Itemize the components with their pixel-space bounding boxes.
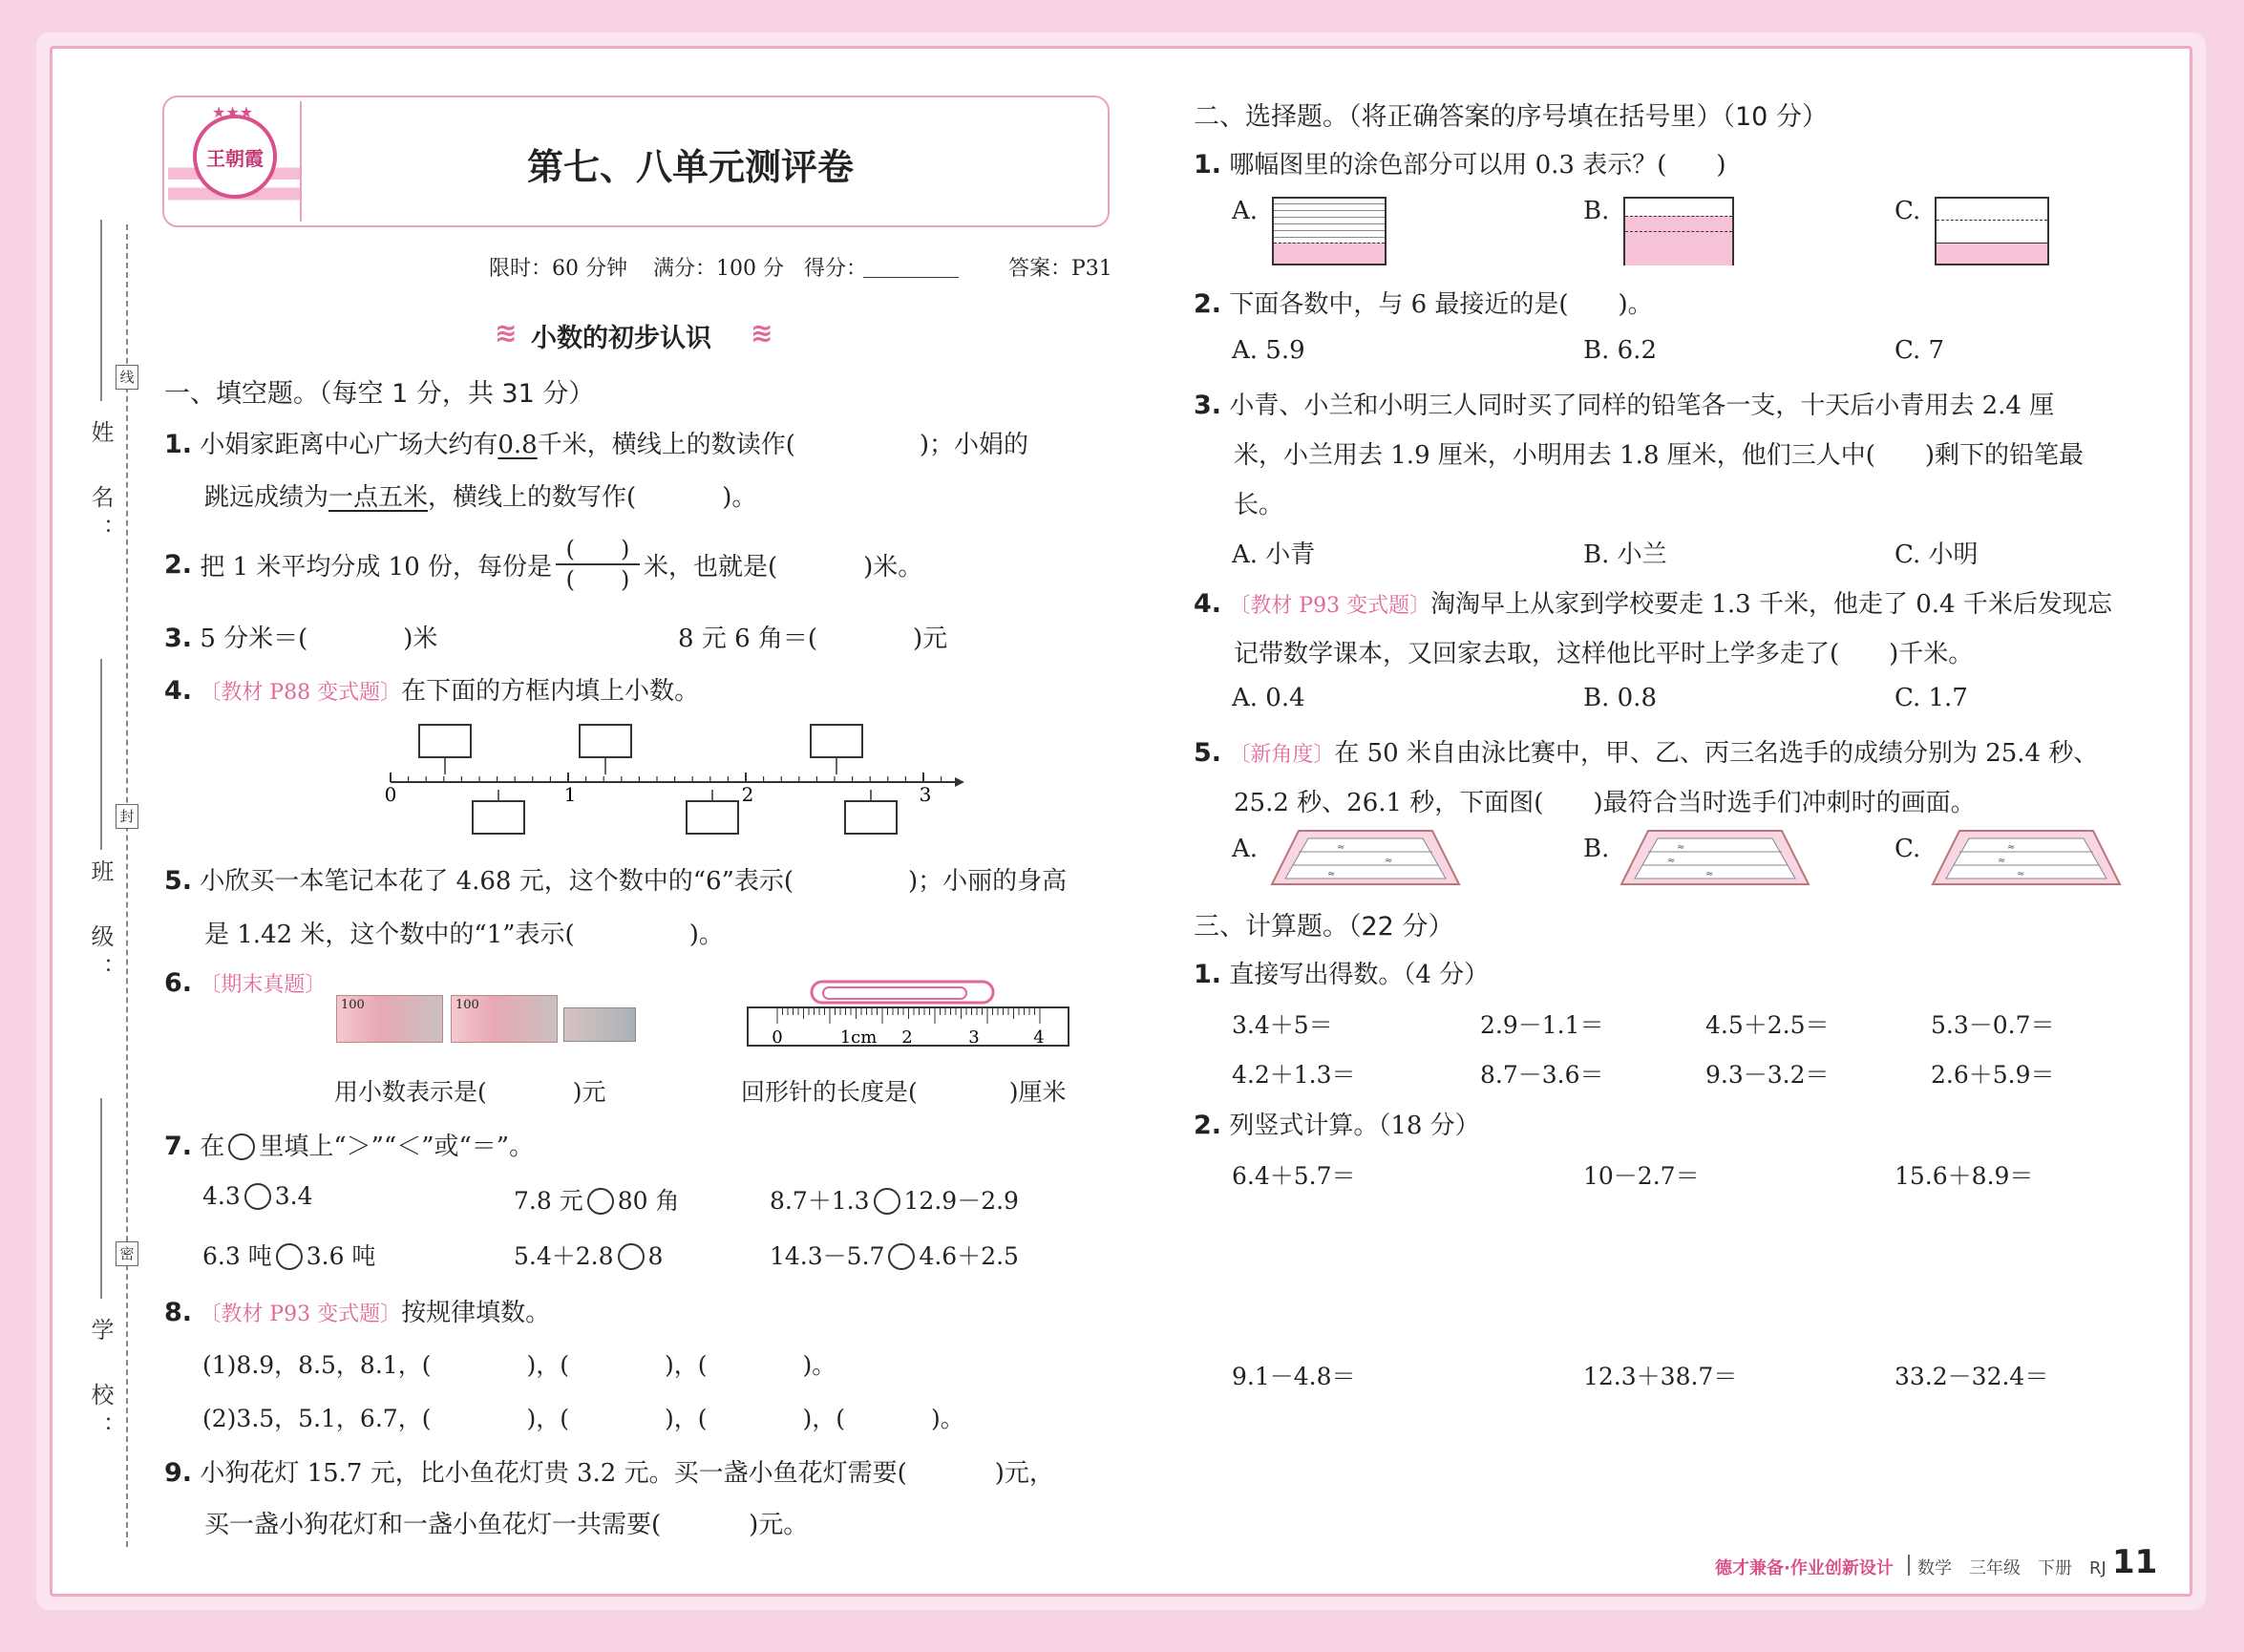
swimming-pool-a bbox=[1270, 827, 1461, 888]
svg-text:≈: ≈ bbox=[1998, 856, 2006, 866]
s2-q4-line1: 4. 〔教材 P93 变式题〕淘淘早上从家到学校要走 1.3 千米，他走了 0.4 千米后发现忘 bbox=[1194, 589, 2112, 619]
vertical-calc-item: 33.2－32.4＝ bbox=[1895, 1363, 2049, 1390]
option-label[interactable]: C. bbox=[1895, 197, 1921, 225]
s1-q3-a: 3. 5 分米＝( )米 bbox=[164, 624, 438, 653]
binding-mark-seal: 封 bbox=[116, 804, 138, 829]
s3-q2: 2. 列竖式计算。（18 分） bbox=[1194, 1111, 1480, 1140]
svg-text:≈: ≈ bbox=[1705, 869, 1714, 879]
logo-badge bbox=[168, 101, 302, 222]
compare-item: 14.3－5.7 4.6＋2.5 bbox=[770, 1242, 1019, 1270]
banknote-100: 100 bbox=[451, 995, 558, 1043]
vertical-calc-item: 10－2.7＝ bbox=[1583, 1162, 1700, 1190]
compare-item: 5.4＋2.8 8 bbox=[514, 1242, 664, 1270]
answer-ref: 答案：P31 bbox=[1008, 257, 1112, 281]
option[interactable]: A. 小青 bbox=[1232, 540, 1316, 569]
compare-item: 4.3 3.4 bbox=[202, 1182, 313, 1210]
calc-item: 2.6＋5.9＝ bbox=[1931, 1061, 2055, 1089]
option[interactable]: C. 1.7 bbox=[1895, 684, 1968, 712]
binding-dashed-line bbox=[126, 224, 128, 1547]
decimal-grid-a bbox=[1272, 197, 1387, 265]
binding-class-line bbox=[100, 659, 102, 850]
option[interactable]: A. 0.4 bbox=[1232, 684, 1305, 712]
s2-q3-line1: 3. 小青、小兰和小明三人同时买了同样的铅笔各一支，十天后小青用去 2.4 厘 bbox=[1194, 391, 2055, 420]
number-line-boxes bbox=[419, 725, 897, 834]
wave-icon: ≋ bbox=[495, 317, 518, 349]
banknote-100: 100 bbox=[336, 995, 443, 1043]
title-banner bbox=[162, 95, 1110, 227]
footer-divider bbox=[1908, 1555, 1910, 1576]
svg-text:≈: ≈ bbox=[2017, 869, 2025, 879]
option-label[interactable]: A. bbox=[1232, 197, 1259, 225]
section2-title: 二、选择题。（将正确答案的序号填在括号里）（10 分） bbox=[1194, 102, 1828, 132]
s1-q6-b: 回形针的长度是( )厘米 bbox=[741, 1078, 1067, 1106]
s2-q4-line2: 记带数学课本，又回家去取，这样他比平时上学多走了( )千米。 bbox=[1234, 640, 1974, 668]
s1-q1-line2: 跳远成绩为一点五米，横线上的数写作( )。 bbox=[204, 483, 757, 512]
crown-icon: ★★★ bbox=[212, 103, 254, 121]
ruler-label: 3 bbox=[968, 1027, 980, 1048]
decimal-grid-c bbox=[1935, 197, 2049, 265]
calc-item: 9.3－3.2＝ bbox=[1705, 1061, 1830, 1089]
ruler bbox=[747, 974, 1071, 1050]
compare-item: 7.8 元 80 角 bbox=[514, 1187, 680, 1215]
tick-label: 3 bbox=[919, 783, 932, 806]
s1-q9-line1: 9. 小狗花灯 15.7 元，比小鱼花灯贵 3.2 元。买一盏小鱼花灯需要( )元， bbox=[164, 1458, 1054, 1488]
s1-q3-b: 8 元 6 角＝( )元 bbox=[678, 625, 948, 653]
compare-circle[interactable] bbox=[888, 1243, 915, 1270]
option[interactable]: B. 小兰 bbox=[1583, 540, 1667, 569]
ruler-label: 0 bbox=[772, 1027, 783, 1048]
tick-label: 0 bbox=[384, 783, 397, 806]
page-number: 11 bbox=[2112, 1543, 2158, 1581]
decimal-grid-b bbox=[1623, 197, 1734, 265]
ruler-label: 2 bbox=[901, 1027, 913, 1048]
footer-subject: 数学 三年级 下册 RJ bbox=[1917, 1558, 2106, 1578]
svg-text:≈: ≈ bbox=[2007, 842, 2016, 853]
option-label[interactable]: A. bbox=[1232, 835, 1259, 863]
binding-mark-line: 线 bbox=[116, 365, 138, 390]
calc-item: 4.5＋2.5＝ bbox=[1705, 1011, 1830, 1039]
vertical-calc-item: 6.4＋5.7＝ bbox=[1232, 1162, 1356, 1190]
unit-title: 小数的初步认识 bbox=[531, 324, 711, 353]
s1-q1-line1: 1. 小娟家距离中心广场大约有0.8千米，横线上的数读作( )；小娟的 bbox=[164, 430, 1028, 459]
s1-q7: 7. 在 里填上“＞”“＜”或“＝”。 bbox=[164, 1132, 535, 1161]
full-score: 满分：100 分 bbox=[653, 257, 784, 281]
ruler-label: 4 bbox=[1033, 1027, 1045, 1048]
s2-q1: 1. 哪幅图里的涂色部分可以用 0.3 表示？( ) bbox=[1194, 150, 1726, 180]
compare-item: 8.7＋1.3 12.9－2.9 bbox=[770, 1187, 1019, 1215]
s2-q3-line2: 米，小兰用去 1.9 厘米，小明用去 1.8 厘米，他们三人中( )剩下的铅笔最 bbox=[1234, 441, 2085, 470]
svg-text:≈: ≈ bbox=[1337, 842, 1345, 853]
compare-circle-icon bbox=[228, 1133, 255, 1160]
section3-title: 三、计算题。（22 分） bbox=[1194, 912, 1454, 942]
option[interactable]: B. 6.2 bbox=[1583, 336, 1657, 365]
compare-circle[interactable] bbox=[587, 1188, 614, 1215]
s1-q6: 6. 〔期末真题〕 bbox=[164, 968, 327, 998]
svg-text:≈: ≈ bbox=[1327, 869, 1336, 879]
ruler-label: 1cm bbox=[839, 1027, 878, 1048]
binding-school-line bbox=[100, 1098, 102, 1299]
compare-item: 6.3 吨 3.6 吨 bbox=[202, 1242, 376, 1270]
s1-q8: 8. 〔教材 P93 变式题〕按规律填数。 bbox=[164, 1298, 551, 1327]
calc-item: 5.3－0.7＝ bbox=[1931, 1011, 2055, 1039]
vertical-calc-item: 9.1－4.8＝ bbox=[1232, 1363, 1356, 1390]
s2-q3-line3: 长。 bbox=[1234, 491, 1284, 519]
option-label[interactable]: C. bbox=[1895, 835, 1921, 863]
s1-q4: 4. 〔教材 P88 变式题〕在下面的方框内填上小数。 bbox=[164, 676, 700, 706]
s2-q2: 2. 下面各数中，与 6 最接近的是( )。 bbox=[1194, 289, 1653, 319]
s1-q5-line1: 5. 小欣买一本笔记本花了 4.68 元，这个数中的“6”表示( )；小丽的身高 bbox=[164, 866, 1068, 896]
compare-circle[interactable] bbox=[874, 1188, 900, 1215]
wave-icon: ≋ bbox=[751, 317, 773, 349]
compare-circle[interactable] bbox=[276, 1243, 303, 1270]
section1-title: 一、填空题。（每空 1 分，共 31 分） bbox=[164, 379, 595, 409]
s1-q2: 2. 把 1 米平均分成 10 份，每份是 $\frac{( )}{( )}$ 米，也就是( )米。 bbox=[164, 536, 923, 593]
footer-brand: 德才兼备·作业创新设计 bbox=[1715, 1558, 1894, 1578]
calc-item: 3.4＋5＝ bbox=[1232, 1011, 1333, 1039]
page-title: 第七、八单元测评卷 bbox=[527, 146, 855, 188]
binding-name-line bbox=[100, 220, 102, 401]
tick-label: 2 bbox=[741, 783, 754, 806]
s2-q5-line1: 5. 〔新角度〕在 50 米自由泳比赛中，甲、乙、丙三名选手的成绩分别为 25.4 秒、 bbox=[1194, 738, 2099, 768]
s1-q6-a: 用小数表示是( )元 bbox=[334, 1078, 606, 1106]
compare-circle[interactable] bbox=[244, 1183, 271, 1210]
s1-q8-line2: (2)3.5，5.1，6.7，( )，( )，( )，( )。 bbox=[202, 1405, 964, 1432]
calc-item: 2.9－1.1＝ bbox=[1480, 1011, 1604, 1039]
option[interactable]: C. 小明 bbox=[1895, 540, 1979, 569]
option[interactable]: C. 7 bbox=[1895, 336, 1945, 365]
option-label[interactable]: B. bbox=[1583, 835, 1610, 863]
s1-q5-line2: 是 1.42 米，这个数中的“1”表示( )。 bbox=[204, 921, 724, 949]
logo-text: 王朝霞 bbox=[206, 146, 264, 170]
s3-q1: 1. 直接写出得数。（4 分） bbox=[1194, 960, 1490, 989]
time-limit: 限时：60 分钟 bbox=[489, 257, 627, 281]
option[interactable]: A. 5.9 bbox=[1232, 336, 1305, 365]
svg-text:≈: ≈ bbox=[1677, 842, 1685, 853]
svg-text:≈: ≈ bbox=[1667, 856, 1676, 866]
fraction-blank[interactable]: $\frac{( )}{( )}$ bbox=[556, 535, 640, 594]
binding-mark-seal2: 密 bbox=[116, 1241, 138, 1266]
score-label: 得分： bbox=[804, 257, 868, 281]
s2-q5-line2: 25.2 秒、26.1 秒，下面图( )最符合当时选手们冲刺时的画面。 bbox=[1234, 789, 1976, 817]
calc-item: 4.2＋1.3＝ bbox=[1232, 1061, 1356, 1089]
number-line bbox=[377, 721, 969, 845]
calc-item: 8.7－3.6＝ bbox=[1480, 1061, 1604, 1089]
s1-q8-line1: (1)8.9，8.5，8.1，( )，( )，( )。 bbox=[202, 1351, 836, 1379]
vertical-calc-item: 15.6＋8.9＝ bbox=[1895, 1162, 2034, 1190]
binding-school-label: 学 校： bbox=[87, 1318, 114, 1448]
svg-text:≈: ≈ bbox=[1385, 856, 1393, 866]
binding-name-label: 姓 名： bbox=[87, 420, 114, 550]
swimming-pool-b bbox=[1619, 827, 1810, 888]
vertical-calc-item: 12.3＋38.7＝ bbox=[1583, 1363, 1738, 1390]
swimming-pool-c bbox=[1931, 827, 2122, 888]
tick-label: 1 bbox=[563, 783, 577, 806]
compare-circle[interactable] bbox=[618, 1243, 645, 1270]
option-label[interactable]: B. bbox=[1583, 197, 1610, 225]
score-blank[interactable] bbox=[863, 277, 959, 278]
option[interactable]: B. 0.8 bbox=[1583, 684, 1657, 712]
banknote-coin-note bbox=[563, 1007, 636, 1042]
s1-q9-line2: 买一盏小狗花灯和一盏小鱼花灯一共需要( )元。 bbox=[204, 1511, 809, 1539]
binding-class-label: 班 级： bbox=[87, 859, 114, 989]
